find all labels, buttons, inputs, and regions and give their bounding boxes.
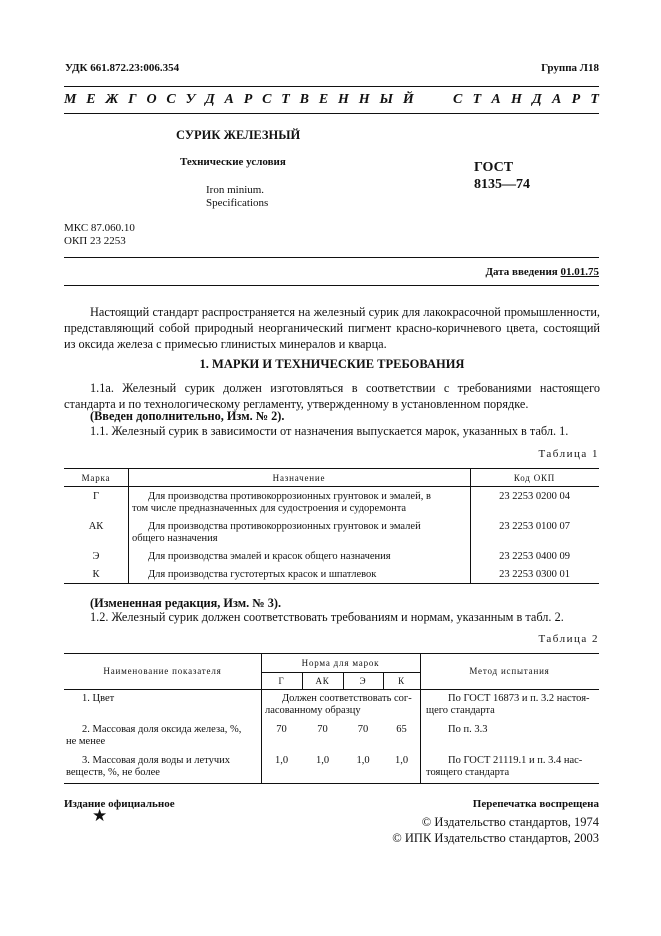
table-2-cell-method: По п. 3.3 [448,724,488,735]
banner-word-standard: С Т А Н Д А Р Т [453,92,599,107]
table-1-top-border [64,468,599,469]
standard-banner [64,92,599,108]
table-1-cell-mark: К [92,569,100,580]
table-2-header-name: Наименование показателя [103,666,222,676]
date-value: 01.01.75 [560,266,599,278]
clause-1-1a: 1.1а. Железный сурик должен изготовляться в соответствии с требованиями настоящего стандарта и по технологическому регламенту, утвержденному в установленном порядке. [64,381,600,411]
clause-1-1a-note: (Введен дополнительно, Изм. № 2). [90,409,285,423]
rule-mid-2 [64,285,599,286]
table-1-header-mark: Марка [81,473,111,483]
table-2-cell-merged-norm: Должен соответствовать сог- [282,693,412,704]
mks-code: МКС 87.060.10 [64,222,135,234]
section-1-title: 1. МАРКИ И ТЕХНИЧЕСКИЕ ТРЕБОВАНИЯ [199,357,465,371]
table-1-cell-purpose: Для производства густотертых красок и шпатлевок [148,569,377,580]
table-2-cell-value: 70 [357,724,369,735]
table-2-cell-name: 2. Массовая доля оксида железа, %, [82,724,242,735]
okp-code: ОКП 23 2253 [64,235,126,247]
table-2-bottom-border [64,783,599,784]
rule-mid [64,257,599,258]
table-2-cell-value: 1,0 [315,755,330,766]
table-2-header-method: Метод испытания [469,666,550,676]
table-2-subheader-border [261,672,420,673]
table-1-cell-purpose: Для производства эмалей и красок общего назначения [148,551,391,562]
intro-paragraph: Настоящий стандарт распространяется на железный сурик для лакокрасочной промышленности, представляющий собой природный неорганический пигмент красно-коричневого цвета, состоящий из оксида железа с примесью глинистых минералов и кварца. [64,305,600,351]
table-1-cell-mark: Г [92,491,100,502]
table-1-cell-purpose-cont: том числе предназначенных для судостроения и судоремонта [132,503,407,514]
introduction-date [485,266,599,278]
official-edition: Издание официальное [64,798,175,810]
english-title-line1: Iron minium. [206,184,265,196]
table-2-cell-name: 3. Массовая доля воды и летучих [82,755,230,766]
table-2-top-border [64,653,599,654]
table-1-header-purpose: Назначение [272,473,326,483]
table-2-caption: Таблица 2 [538,633,599,645]
rule-top-2 [64,113,599,114]
table-2-cell-name-cont: веществ, %, не более [66,767,160,778]
gost-label: ГОСТ [474,160,514,175]
table-1-cell-code: 23 2253 0200 04 [499,491,570,502]
table-2-cell-name-cont: не менее [66,736,106,747]
document-title: СУРИК ЖЕЛЕЗНЫЙ [176,128,301,142]
table-1-cell-code: 23 2253 0100 07 [499,521,570,532]
gost-number: 8135—74 [474,177,530,192]
table-2-cell-value: 65 [396,724,407,735]
table-2-cell-value: 1,0 [274,755,289,766]
table-1-caption: Таблица 1 [538,448,599,460]
changed-edition-note: (Измененная редакция, Изм. № 3). [90,596,282,610]
table-2-cell-method-cont: тоящего стандарта [426,767,510,778]
table-2-cell-value: 1,0 [394,755,409,766]
table-1-cell-mark: АК [88,521,104,532]
rule-top [64,86,599,87]
table-1-cell-code: 23 2253 0400 09 [499,551,570,562]
star-icon: ★ [92,806,108,825]
table-1-cell-purpose-cont: общего назначения [132,533,218,544]
table-2-cell-merged-norm-cont: ласованному образцу [265,705,361,716]
table-1-header-border [64,486,599,487]
banner-word-interstate: М Е Ж Г О С У Д А Р С Т В Е Н Н Ы Й [64,92,414,107]
copyright-2003: © ИПК Издательство стандартов, 2003 [392,831,599,845]
table-1-cell-mark: Э [92,551,100,562]
clause-1-2: 1.2. Железный сурик должен соответствовать требованиям и нормам, указанным в табл. 2. [90,610,564,624]
table-2-header-norm: Норма для марок [301,658,380,668]
group-code: Группа Л18 [541,62,599,74]
table-1-header-code: Код ОКП [513,473,556,483]
table-2-cell-value: 70 [317,724,328,735]
table-2-cell-method: По ГОСТ 21119.1 и п. 3.4 нас- [448,755,583,766]
table-1-col-divider [128,468,129,583]
table-2-header-mark-ak: АК [315,676,330,686]
date-label: Дата введения [485,266,558,278]
table-2-header-border [64,689,599,690]
table-2-cell-value: 1,0 [356,755,370,766]
table-1-cell-purpose: Для производства противокоррозионных грунтовок и эмалей, в [148,491,431,502]
clause-1-1: 1.1. Железный сурик в зависимости от назначения выпускается марок, указанных в табл. 1. [90,424,569,438]
table-2-header-mark-g: Г [278,676,285,686]
table-2-cell-value: 70 [276,724,287,735]
table-1-cell-purpose: Для производства противокоррозионных грунтовок и эмалей [148,521,421,532]
table-2-cell-name: 1. Цвет [82,693,115,704]
document-subtitle: Технические условия [180,156,286,168]
table-1-cell-code: 23 2253 0300 01 [499,569,570,580]
table-2-header-mark-e: Э [359,676,367,686]
udk-code: УДК 661.872.23:006.354 [65,62,180,74]
english-title-line2: Specifications [206,197,269,209]
table-2-header-mark-k: К [398,676,405,686]
copyright-1974: © Издательство стандартов, 1974 [421,815,599,829]
reprint-prohibited: Перепечатка воспрещена [472,798,599,810]
table-2-cell-method: По ГОСТ 16873 и п. 3.2 настоя- [448,693,590,704]
table-1-bottom-border [64,583,599,584]
table-2-cell-method-cont: щего стандарта [426,705,495,716]
